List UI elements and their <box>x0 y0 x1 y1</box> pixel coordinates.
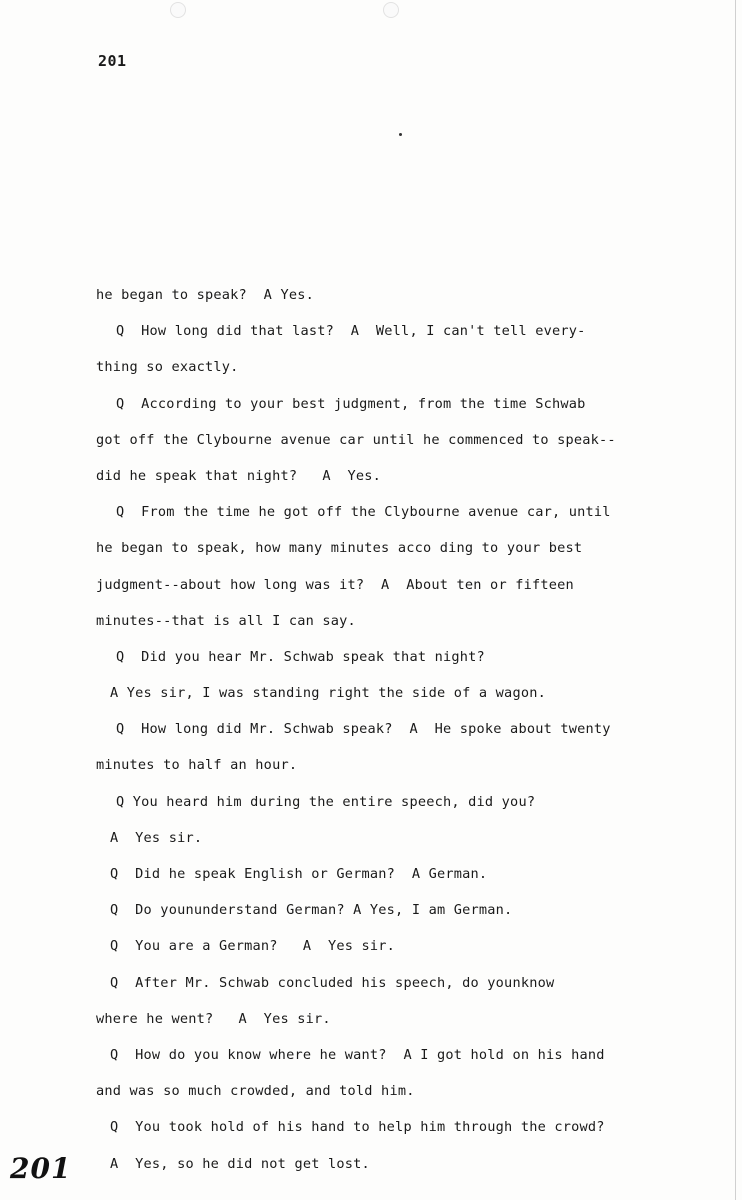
transcript-line: A Yes sir, I was standing right the side of a wagon. <box>110 685 546 702</box>
transcript-line: Q Do younunderstand German? A Yes, I am German. <box>110 902 513 919</box>
transcript-line: where he went? A Yes sir. <box>96 1010 331 1027</box>
transcript-line: Q How long did that last? A Well, I can't tell every- <box>116 323 586 340</box>
transcript-line: Q How long did Mr. Schwab speak? A He spoke about twenty <box>116 721 611 738</box>
transcript-line: and was so much crowded, and told him. <box>96 1083 415 1100</box>
transcript-line: Q Did you hear Mr. Schwab speak that night? <box>116 648 485 665</box>
transcript-line: he began to speak, how many minutes acco ding to your best <box>96 540 583 557</box>
page-number: 201 <box>98 52 127 70</box>
ink-speck <box>399 133 402 136</box>
punch-hole-mark <box>383 2 399 18</box>
transcript-line: Q After Mr. Schwab concluded his speech, do younknow <box>110 974 555 991</box>
transcript-line: Q From the time he got off the Clybourne avenue car, until <box>116 504 611 521</box>
transcript-line: A Yes sir. <box>110 829 203 846</box>
transcript-line: Q Did he speak English or German? A German. <box>110 866 488 882</box>
transcript-line: A Yes, so he did not get lost. <box>110 1155 370 1172</box>
transcript-line: thing so exactly. <box>96 359 239 376</box>
transcript-line: Q How do you know where he want? A I got hold on his hand <box>110 1046 605 1063</box>
handwritten-page-number: 201 <box>10 1152 72 1185</box>
transcript-line: Q You heard him during the entire speech, did you? <box>116 793 536 810</box>
transcript-line: minutes--that is all I can say. <box>96 612 356 629</box>
transcript-line: Q According to your best judgment, from the time Schwab <box>116 395 586 412</box>
transcript-line: judgment--about how long was it? A About ten or fifteen <box>96 576 574 593</box>
transcript-line: got off the Clybourne avenue car until he commenced to speak-- <box>96 431 616 448</box>
transcript-line: he began to speak? A Yes. <box>96 287 314 303</box>
transcript-line: did he speak that night? A Yes. <box>96 467 382 484</box>
transcript-line: minutes to half an hour. <box>96 757 298 774</box>
testimony-transcript <box>90 283 690 1188</box>
transcript-line: Q You took hold of his hand to help him through the crowd? <box>110 1119 605 1136</box>
page-edge <box>735 0 736 1200</box>
punch-hole-mark <box>170 2 186 18</box>
transcript-line: Q You are a German? A Yes sir. <box>110 938 396 955</box>
